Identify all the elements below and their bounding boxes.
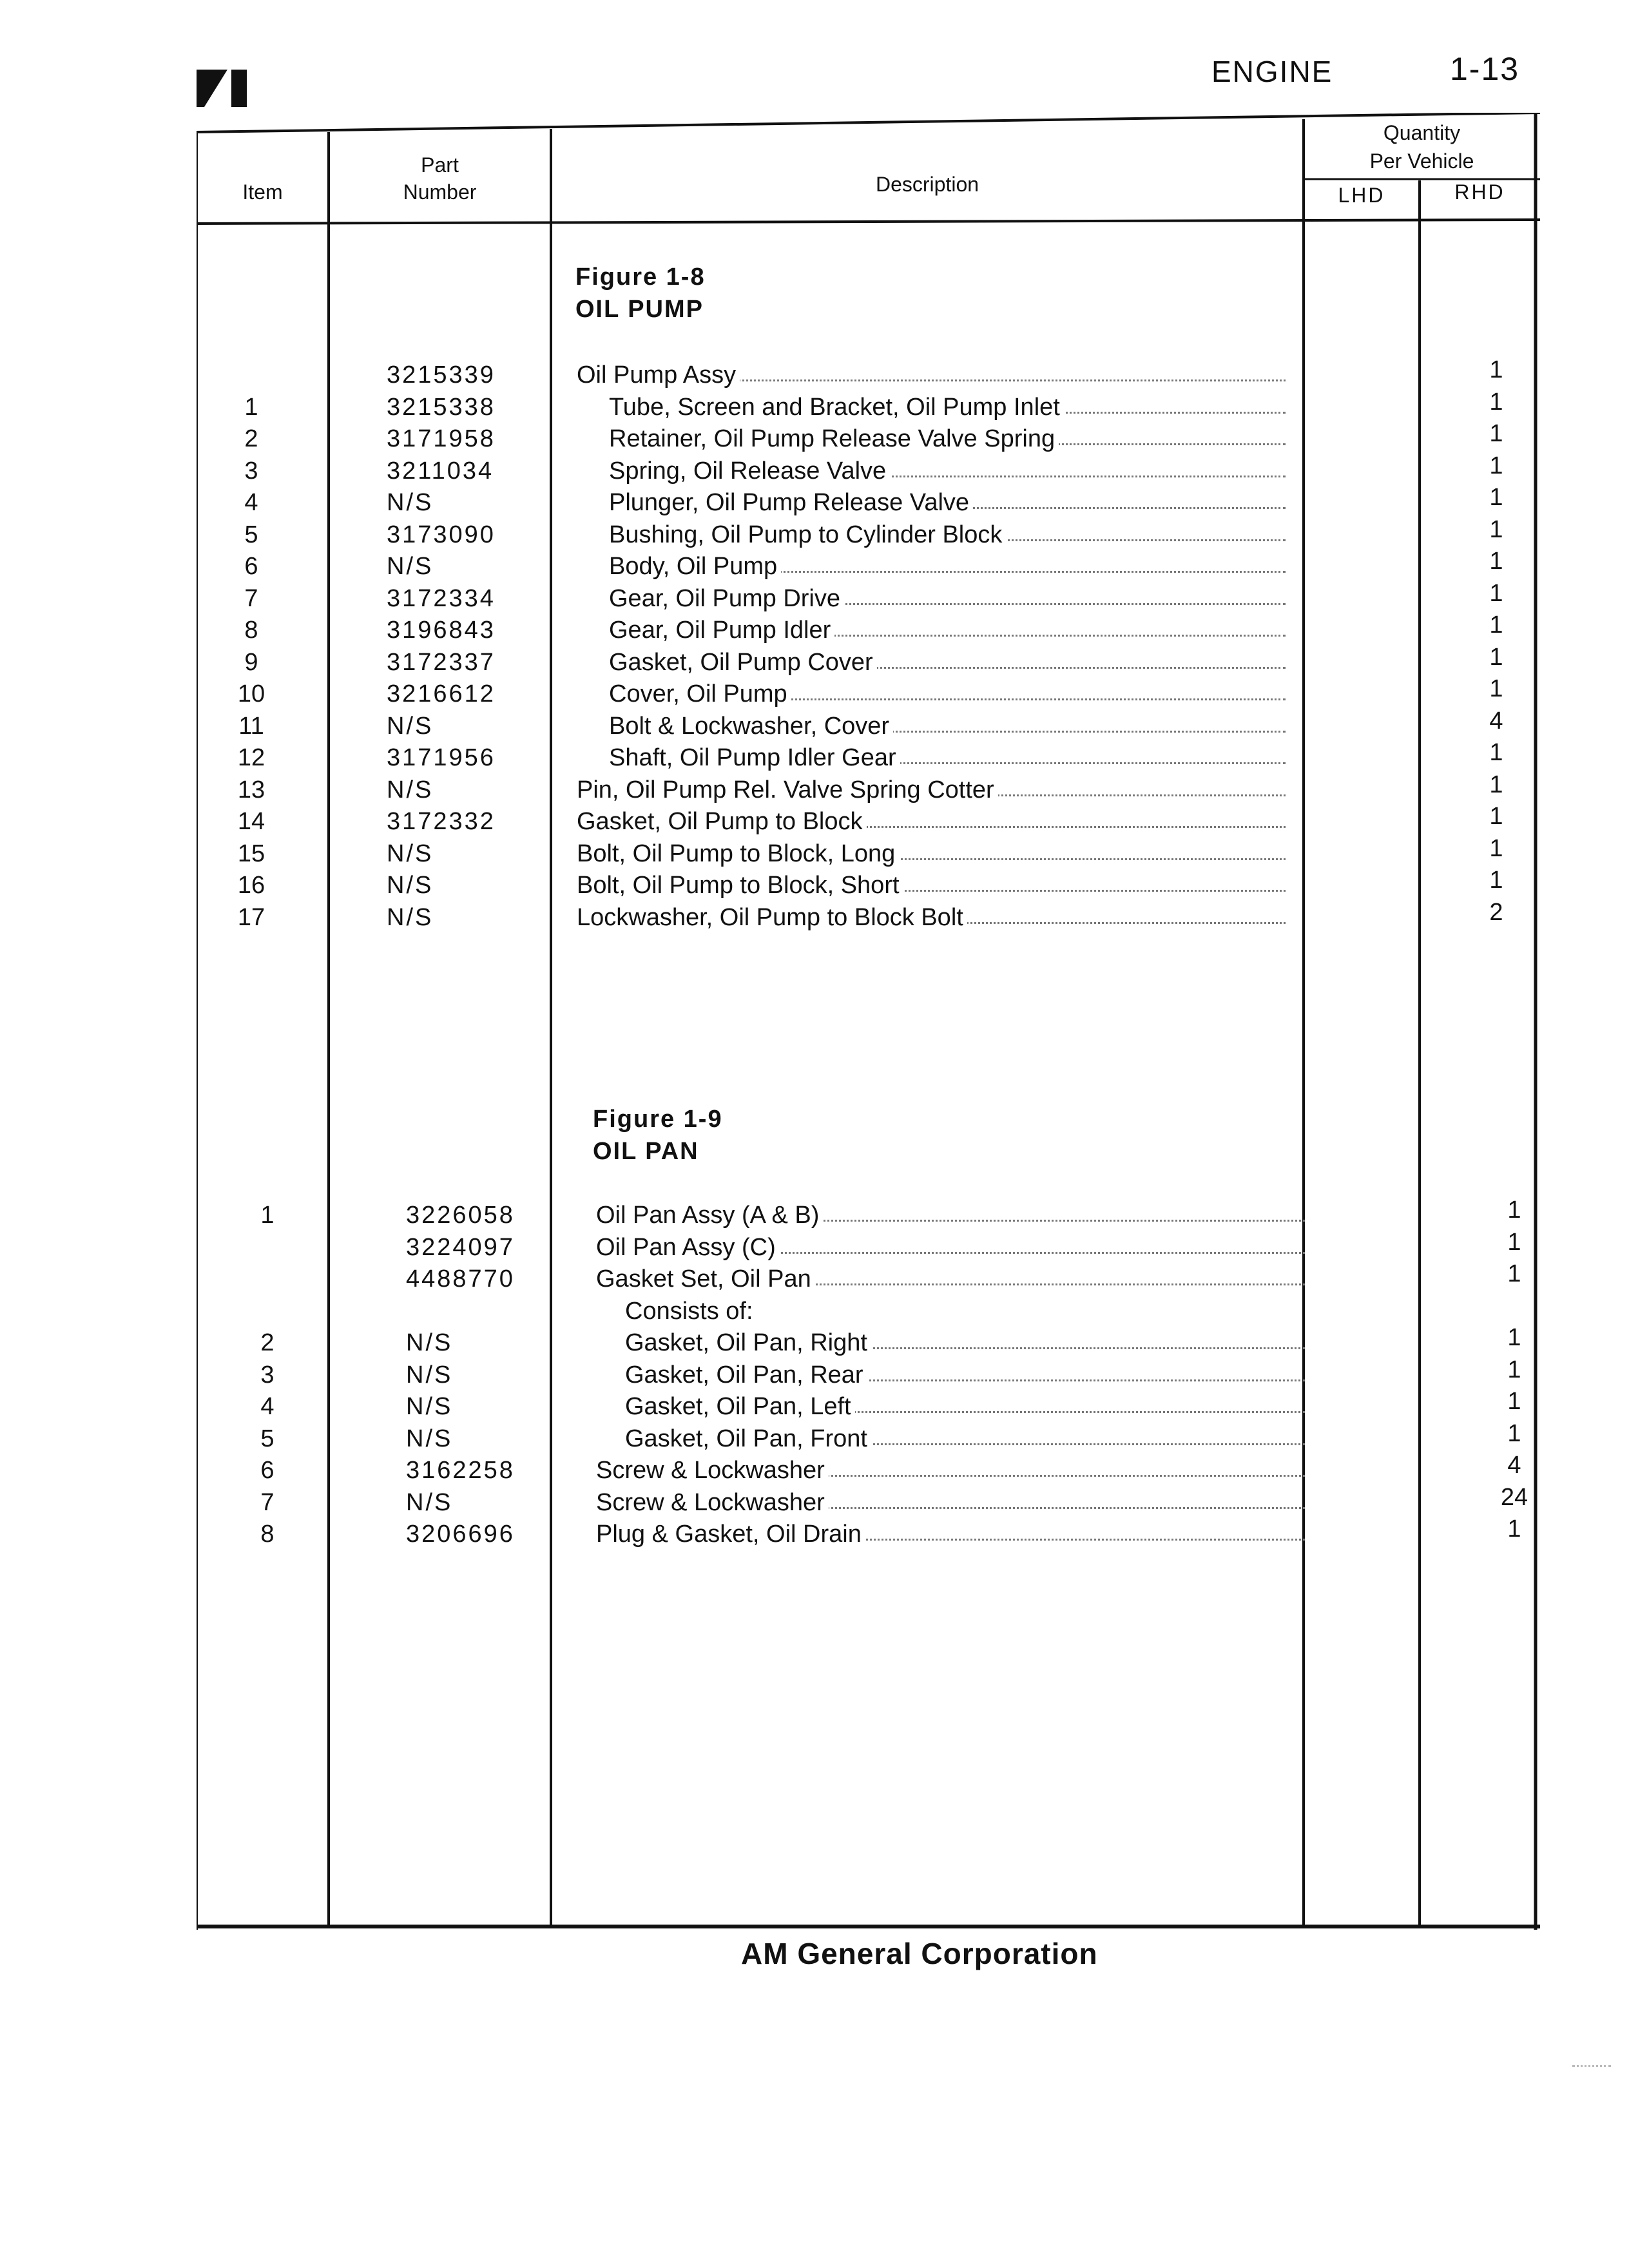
row-part-number: N/S (387, 712, 434, 740)
row-description-text: Shaft, Oil Pump Idler Gear (609, 744, 900, 771)
row-quantity-rhd: 2 (1489, 898, 1503, 926)
row-part-number: 4488770 (406, 1265, 515, 1293)
col-header-part-line2: Number (403, 180, 477, 204)
row-part-number: 3171958 (387, 425, 496, 452)
row-item-number: 5 (244, 521, 258, 548)
am-general-logo-icon (197, 70, 248, 107)
row-part-number: 3226058 (406, 1202, 515, 1229)
row-quantity-rhd: 1 (1489, 420, 1503, 447)
row-description-text: Retainer, Oil Pump Release Valve Spring (609, 425, 1059, 452)
row-item-number: 11 (238, 712, 264, 740)
page-number: 1-13 (1450, 51, 1520, 87)
row-part-number: N/S (406, 1393, 453, 1420)
figure-8-title: OIL PUMP (575, 296, 704, 323)
row-item-number: 17 (237, 903, 265, 931)
row-quantity-rhd: 1 (1507, 1196, 1521, 1224)
col-header-per-vehicle: Per Vehicle (1369, 149, 1474, 173)
row-quantity-rhd: 1 (1507, 1388, 1521, 1415)
row-quantity-rhd: 1 (1489, 803, 1503, 830)
row-part-number: 3173090 (387, 521, 496, 548)
row-item-number: 14 (237, 808, 265, 835)
row-description-text: Bushing, Oil Pump to Cylinder Block (609, 521, 1006, 548)
row-quantity-rhd: 1 (1489, 643, 1503, 671)
row-description-text: Bolt, Oil Pump to Block, Short (577, 872, 903, 899)
row-description-text: Bolt & Lockwasher, Cover (609, 713, 893, 740)
row-quantity-rhd: 1 (1489, 611, 1503, 639)
row-item-number: 1 (260, 1202, 275, 1229)
col-header-description: Description (875, 173, 979, 196)
row-item-number: 16 (237, 872, 265, 899)
row-description-text: Gasket, Oil Pan, Left (625, 1393, 855, 1420)
row-item-number: 12 (237, 744, 265, 771)
row-description-text: Gasket, Oil Pan, Right (625, 1329, 871, 1356)
col-header-lhd: LHD (1338, 184, 1385, 207)
row-quantity-rhd: 1 (1507, 1356, 1521, 1383)
row-description (596, 1519, 1305, 1550)
row-part-number: N/S (387, 872, 434, 899)
row-quantity-rhd: 4 (1489, 707, 1503, 735)
row-part-number: N/S (387, 840, 434, 867)
row-description (609, 456, 1286, 486)
row-part-number: 3215339 (387, 361, 496, 389)
row-quantity-rhd: 1 (1489, 867, 1503, 894)
row-quantity-rhd: 1 (1489, 515, 1503, 543)
row-description-text: Screw & Lockwasher (596, 1457, 829, 1484)
row-description (609, 615, 1286, 646)
row-part-number: 3211034 (387, 457, 494, 485)
row-quantity-rhd: 4 (1507, 1452, 1521, 1479)
row-quantity-rhd: 1 (1489, 675, 1503, 702)
row-description-text: Consists of: (625, 1298, 757, 1325)
figure-9-title: OIL PAN (593, 1138, 699, 1165)
row-item-number: 8 (244, 617, 258, 644)
row-quantity-rhd: 1 (1489, 739, 1503, 766)
row-quantity-rhd: 1 (1507, 1515, 1521, 1542)
row-item-number: 9 (244, 648, 258, 676)
row-quantity-rhd: 1 (1489, 834, 1503, 862)
row-description (577, 838, 1286, 869)
row-quantity-rhd: 1 (1507, 1419, 1521, 1447)
col-header-item: Item (242, 180, 283, 204)
row-description (596, 1455, 1305, 1486)
row-quantity-rhd: 1 (1489, 484, 1503, 511)
figure-8-label: Figure 1-8 (575, 264, 706, 291)
row-description (577, 360, 1286, 390)
row-description-text: Tube, Screen and Bracket, Oil Pump Inlet (609, 394, 1064, 421)
col-header-quantity: Quantity (1383, 121, 1461, 144)
figure-9-label: Figure 1-9 (593, 1106, 723, 1133)
row-description-text: Gasket, Oil Pump to Block (577, 808, 867, 835)
row-description (609, 551, 1286, 582)
row-description (596, 1232, 1305, 1263)
row-item-number: 6 (244, 553, 258, 580)
row-description-text: Lockwasher, Oil Pump to Block Bolt (577, 904, 967, 931)
row-description-text: Oil Pan Assy (A & B) (596, 1202, 823, 1229)
row-quantity-rhd: 1 (1489, 579, 1503, 607)
row-description-text: Plug & Gasket, Oil Drain (596, 1521, 865, 1548)
row-item-number: 8 (260, 1521, 275, 1548)
row-description (609, 487, 1286, 518)
row-part-number: 3216612 (387, 680, 496, 707)
row-description (577, 806, 1286, 837)
row-description-text: Body, Oil Pump (609, 553, 781, 580)
row-part-number: 3206696 (406, 1521, 515, 1548)
row-description (609, 519, 1286, 550)
row-description-text: Gear, Oil Pump Idler (609, 617, 834, 644)
row-part-number: N/S (406, 1361, 453, 1389)
row-description (625, 1391, 1305, 1422)
row-description (609, 423, 1286, 454)
row-quantity-rhd: 1 (1507, 1260, 1521, 1287)
row-description (609, 742, 1286, 773)
row-part-number: 3172334 (387, 584, 496, 612)
row-item-number: 15 (237, 840, 265, 867)
row-item-number: 3 (260, 1361, 275, 1389)
row-quantity-rhd: 1 (1489, 452, 1503, 479)
row-description-text: Bolt, Oil Pump to Block, Long (577, 840, 899, 867)
section-title: ENGINE (1211, 55, 1333, 88)
row-quantity-rhd: 1 (1489, 771, 1503, 798)
row-description-text: Gasket, Oil Pump Cover (609, 649, 877, 676)
row-part-number: 3172332 (387, 808, 496, 835)
row-description (577, 902, 1286, 933)
row-description-text: Gasket, Oil Pan, Rear (625, 1361, 867, 1389)
row-part-number: N/S (406, 1488, 453, 1516)
row-item-number: 4 (244, 489, 258, 516)
row-description (625, 1423, 1305, 1454)
row-description (596, 1264, 1305, 1294)
row-description (596, 1487, 1305, 1518)
row-quantity-rhd: 1 (1507, 1324, 1521, 1351)
row-description (596, 1200, 1305, 1231)
row-description-text: Oil Pump Assy (577, 361, 740, 389)
row-description-text: Pin, Oil Pump Rel. Valve Spring Cotter (577, 776, 998, 803)
row-quantity-rhd: 1 (1489, 548, 1503, 575)
row-description (609, 583, 1286, 614)
row-description (609, 392, 1286, 423)
row-description-text: Plunger, Oil Pump Release Valve (609, 489, 973, 516)
row-description-text: Screw & Lockwasher (596, 1489, 829, 1516)
row-item-number: 10 (237, 680, 265, 707)
row-item-number: 4 (260, 1393, 275, 1420)
row-item-number: 7 (244, 584, 258, 612)
row-description (577, 774, 1286, 805)
row-part-number: N/S (387, 776, 434, 803)
row-item-number: 1 (244, 393, 258, 421)
row-item-number: 13 (237, 776, 265, 803)
row-description-text: Cover, Oil Pump (609, 680, 791, 707)
row-quantity-rhd: 1 (1507, 1228, 1521, 1256)
col-header-rhd: RHD (1454, 180, 1505, 204)
row-part-number: N/S (406, 1425, 453, 1452)
row-part-number: 3171956 (387, 744, 496, 771)
row-part-number: 3172337 (387, 648, 496, 676)
row-description (625, 1360, 1305, 1390)
row-description-text: Gasket, Oil Pan, Front (625, 1425, 871, 1452)
row-description-text: Gear, Oil Pump Drive (609, 585, 844, 612)
row-item-number: 2 (244, 425, 258, 452)
row-item-number: 2 (260, 1329, 275, 1356)
row-item-number: 6 (260, 1457, 275, 1484)
row-quantity-rhd: 1 (1489, 388, 1503, 416)
row-description (609, 711, 1286, 742)
row-description-text: Spring, Oil Release Valve (609, 457, 890, 485)
row-description-text: Gasket Set, Oil Pan (596, 1265, 815, 1293)
row-description-text: Oil Pan Assy (C) (596, 1234, 780, 1261)
row-quantity-rhd: 1 (1489, 356, 1503, 383)
row-description (609, 647, 1286, 678)
footer-company: AM General Corporation (741, 1937, 1098, 1970)
row-description (625, 1327, 1305, 1358)
row-part-number: 3215338 (387, 393, 496, 421)
row-part-number: 3196843 (387, 617, 496, 644)
row-item-number: 3 (244, 457, 258, 485)
row-description (609, 678, 1286, 709)
row-quantity-rhd: 24 (1500, 1483, 1528, 1511)
row-part-number: N/S (387, 903, 434, 931)
row-part-number: 3162258 (406, 1457, 515, 1484)
col-header-part-line1: Part (421, 153, 459, 177)
row-part-number: N/S (406, 1329, 453, 1356)
row-part-number: N/S (387, 553, 434, 580)
row-item-number: 5 (260, 1425, 275, 1452)
row-part-number: N/S (387, 489, 434, 516)
corner-mark (1572, 2065, 1611, 2067)
row-item-number: 7 (260, 1488, 275, 1516)
row-part-number: 3224097 (406, 1233, 515, 1261)
row-description (625, 1296, 1305, 1327)
row-description (577, 870, 1286, 901)
